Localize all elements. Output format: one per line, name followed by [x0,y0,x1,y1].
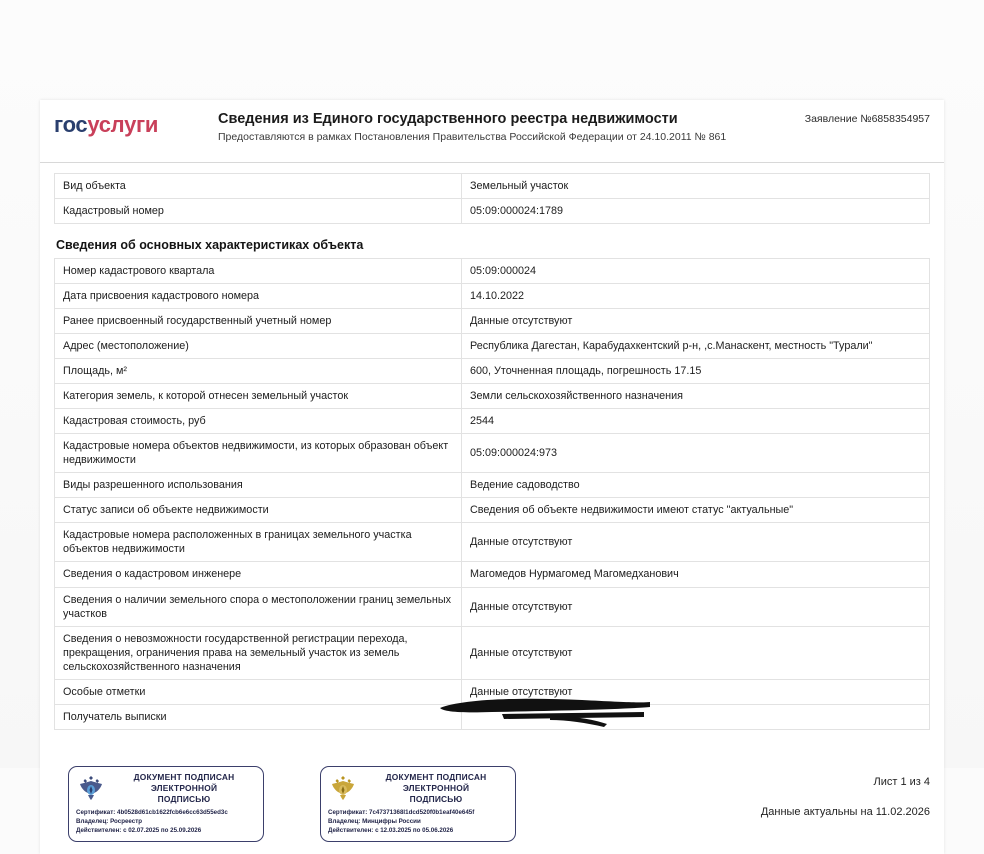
row-value: Данные отсутствуют [462,523,930,562]
row-label: Особые отметки [55,679,462,704]
table-row [55,284,930,309]
row-label: Кадастровые номера объектов недвижимости, из которых образован объект недвижимости [55,434,462,473]
footer-info [720,766,930,818]
table-row [55,498,930,523]
table-row [55,523,930,562]
row-value: 05:09:000024:1789 [462,199,930,224]
signature-stamps [54,766,720,843]
row-label: Категория земель, к которой отнесен земельный участок [55,384,462,409]
stamp-validity: Действителен: с 12.03.2025 по 05.06.2026 [328,826,454,834]
table-row [55,679,930,704]
row-value: 600, Уточненная площадь, погрешность 17.15 [462,359,930,384]
stamp-certificate: Сертификат: 7c47371368l1dcd520f0b1eaf40e645f [328,809,475,816]
main-characteristics-rows [55,259,930,730]
table-row [55,309,930,334]
stamp-details [76,809,256,835]
row-label: Кадастровый номер [55,199,462,224]
row-value: Земельный участок [462,174,930,199]
stamp-line-3: ПОДПИСЬЮ [157,793,211,804]
stamp-validity: Действителен: с 02.07.2025 по 25.09.2026 [76,826,202,834]
stamp-line-2: ЭЛЕКТРОННОЙ [402,782,470,793]
row-value: Данные отсутствуют [462,309,930,334]
row-label: Вид объекта [55,174,462,199]
stamp-line-1: ДОКУМЕНТ ПОДПИСАН [133,771,235,782]
table-row [55,409,930,434]
row-label: Ранее присвоенный государственный учетный номер [55,309,462,334]
table-spacer [54,224,930,238]
signature-stamp-mincifry [320,766,516,843]
main-characteristics-table [54,258,930,730]
row-label: Площадь, м² [55,359,462,384]
row-value: Ведение садоводство [462,473,930,498]
table-row [55,199,930,224]
header-title-block [214,110,765,145]
row-label: Сведения о кадастровом инженере [55,562,462,587]
object-summary-rows [55,174,930,224]
table-row [55,473,930,498]
logo-text-uslugi: услуги [87,112,159,137]
row-value: Магомедов Нурмагомед Магомедханович [462,562,930,587]
document-body [40,163,944,730]
table-row [55,434,930,473]
row-label: Номер кадастрового квартала [55,259,462,284]
coat-of-arms-icon [76,773,106,803]
document-header [40,100,944,163]
logo-text-gos: гос [54,112,88,137]
stamp-line-1: ДОКУМЕНТ ПОДПИСАН [385,771,487,782]
row-value: Данные отсутствуют [462,679,930,704]
sheet-counter: Лист 1 из 4 [873,775,930,788]
stamp-header [328,772,508,805]
table-row [55,359,930,384]
row-value: 05:09:000024:973 [462,434,930,473]
row-label: Кадастровая стоимость, руб [55,409,462,434]
row-value: 14.10.2022 [462,284,930,309]
signature-stamp-rosreestr [68,766,264,843]
coat-of-arms-icon [328,773,358,803]
row-label: Кадастровые номера расположенных в границах земельного участка объектов недвижимости [55,523,462,562]
application-number: Заявление №6858354957 [804,113,930,125]
row-value: Республика Дагестан, Карабудахкентский р-н, ,с.Манаскент, местность "Турали" [462,334,930,359]
table-row [55,626,930,679]
document-sheet [40,100,944,854]
stamp-title [364,772,508,805]
row-value: Данные отсутствуют [462,587,930,626]
stamp-title [112,772,256,805]
stamp-header [76,772,256,805]
row-label: Сведения о наличии земельного спора о местоположении границ земельных участков [55,587,462,626]
data-actual-date: Данные актуальны на 11.02.2026 [760,805,930,818]
stamp-line-3: ПОДПИСЬЮ [409,793,463,804]
stamp-owner: Владелец: Минцифры России [328,817,421,825]
stamp-line-2: ЭЛЕКТРОННОЙ [150,782,218,793]
row-label: Адрес (местоположение) [55,334,462,359]
gosuslugi-logo [54,110,214,136]
row-value: Данные отсутствуют [462,626,930,679]
table-row [55,562,930,587]
row-label: Статус записи об объекте недвижимости [55,498,462,523]
document-footer [40,730,944,854]
row-value: 2544 [462,409,930,434]
table-row [55,704,930,729]
row-label: Виды разрешенного использования [55,473,462,498]
row-label: Сведения о невозможности государственной регистрации перехода, прекращения, ограничения права на земельный участок из земель сельскохозяйственного назначения [55,626,462,679]
row-label: Дата присвоения кадастрового номера [55,284,462,309]
object-summary-table [54,173,930,224]
row-label: Получатель выписки [55,704,462,729]
table-row [55,384,930,409]
row-value-redacted [462,704,930,729]
stamp-details [328,809,508,835]
page-title: Сведения из Единого государственного реестра недвижимости [218,111,678,127]
row-value: Сведения об объекте недвижимости имеют статус "актуальные" [462,498,930,523]
stamp-owner: Владелец: Росреестр [76,817,143,825]
table-row [55,174,930,199]
row-value: Земли сельскохозяйственного назначения [462,384,930,409]
page-subtitle: Предоставляются в рамках Постановления Правительства Российской Федерации от 24.10.2011 № 861 [218,131,727,144]
table-row [55,587,930,626]
table-row [55,334,930,359]
stamp-certificate: Сертификат: 4b0528d61cb1622fcb6e6cc63d55ed3c [76,809,228,816]
row-value: 05:09:000024 [462,259,930,284]
table-row [55,259,930,284]
section-heading: Сведения об основных характеристиках объекта [56,238,364,253]
